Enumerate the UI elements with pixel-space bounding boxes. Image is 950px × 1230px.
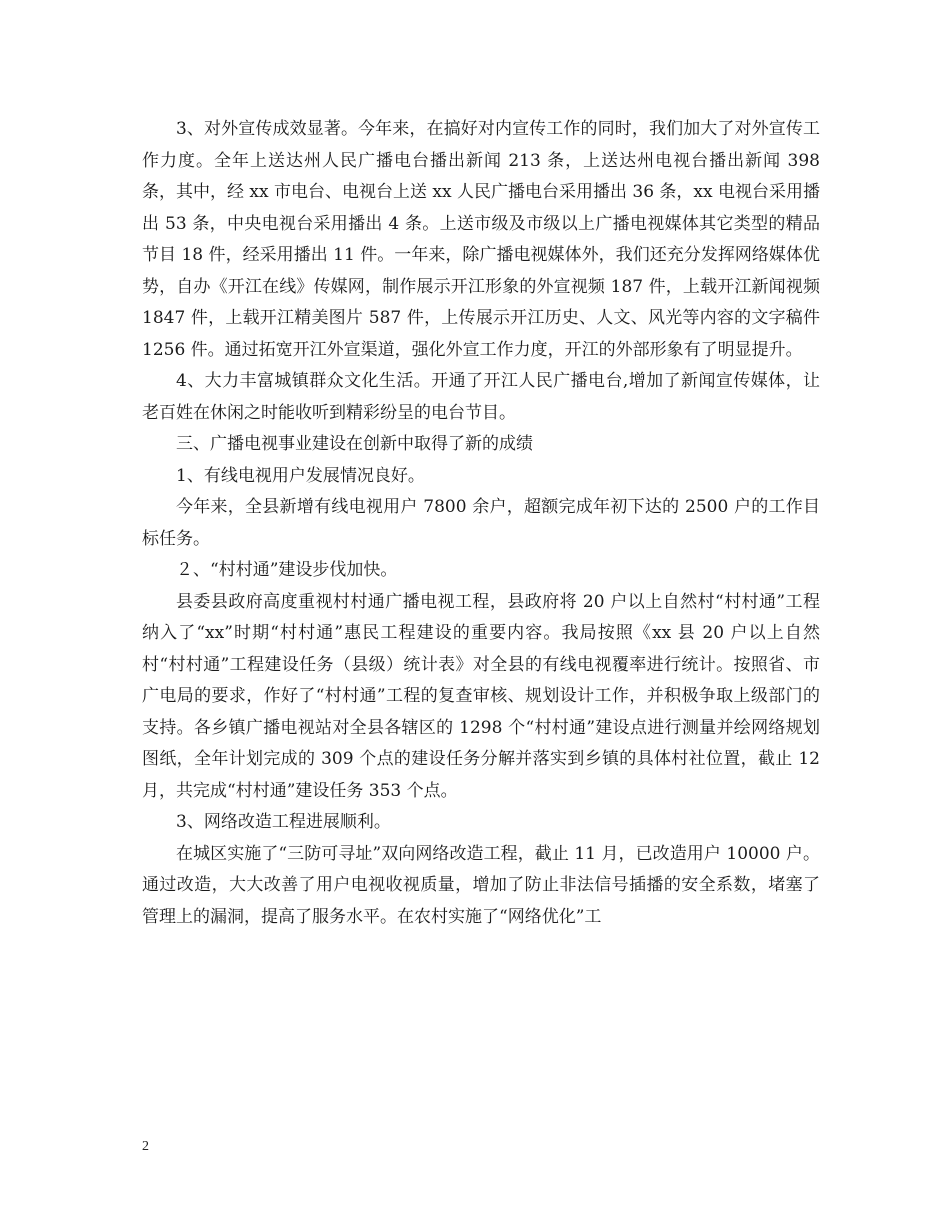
paragraph-cable-users: 今年来，全县新增有线电视用户 7800 余户，超额完成年初下达的 2500 户的工作目标任务。 [142,497,820,549]
paragraph-network-upgrade: 在城区实施了“三防可寻址”双向网络改造工程，截止 11 月，已改造用户 10000 户。通过改造，大大改善了用户电视收视质量，增加了防止非法信号插播的安全系数，堵塞了管理上的漏洞，提高了服务水平。在农村实施了“网络优化”工 [142,843,820,927]
paragraph-external-publicity: 3、对外宣传成效显著。今年来，在搞好对内宣传工作的同时，我们加大了对外宣传工作力度。全年上送达州人民广播电台播出新闻 213 条，上送达州电视台播出新闻 398 条，其中，经 xx 市电台、电视台上送 xx 人民广播电台采用播出 36 条，xx 电视台采用播出 53 条，中央电视台采用播出 4 条。上送市级及市级以上广播电视媒体其它类型的精品节目 18 件，经采用播出 11 件。一年来，除广播电视媒体外，我们还充分发挥网络媒体优势，自办《开江在线》传媒网，制作展示开江形象的外宣视频 187 件，上载开江新闻视频 1847 件，上载开江精美图片 587 件，上传展示开江历史、人文、风光等内容的文字稿件 1256 件。通过拓宽开江外宣渠道，强化外宣工作力度，开江的外部形象有了明显提升。 [142,119,820,360]
subheading-cable-users: 1、有线电视用户发展情况良好。 [176,465,425,486]
subheading-village-access: ２、“村村通”建设步伐加快。 [176,560,398,580]
subheading-network-upgrade: 3、网络改造工程进展顺利。 [176,812,391,832]
page-number: 2 [142,1139,149,1154]
paragraph-cultural-life: 4、大力丰富城镇群众文化生活。开通了开江人民广播电台,增加了新闻宣传媒体，让老百姓在休闲之时能收听到精彩纷呈的电台节目。 [142,371,820,423]
paragraph-village-access: 县委县政府高度重视村村通广播电视工程，县政府将 20 户以上自然村“村村通”工程纳入了“xx”时期“村村通”惠民工程建设的重要内容。我局按照《xx 县 20 户以上自然村“村村通”工程建设任务（县级）统计表》对全县的有线电视覆率进行统计。按照省、市广电局的要求，作好了“村村通”工程的复查审核、规划设计工作，并积极争取上级部门的支持。各乡镇广播电视站对全县各辖区的 1298 个“村村通”建设点进行测量并绘网络规划图纸，全年计划完成的 309 个点的建设任务分解并落实到乡镇的具体村社位置，截止 12 月，共完成“村村通”建设任务 353 个点。 [142,591,820,801]
document-body [142,114,820,933]
section-heading-broadcast-construction: 三、广播电视事业建设在创新中取得了新的成绩 [176,434,533,454]
